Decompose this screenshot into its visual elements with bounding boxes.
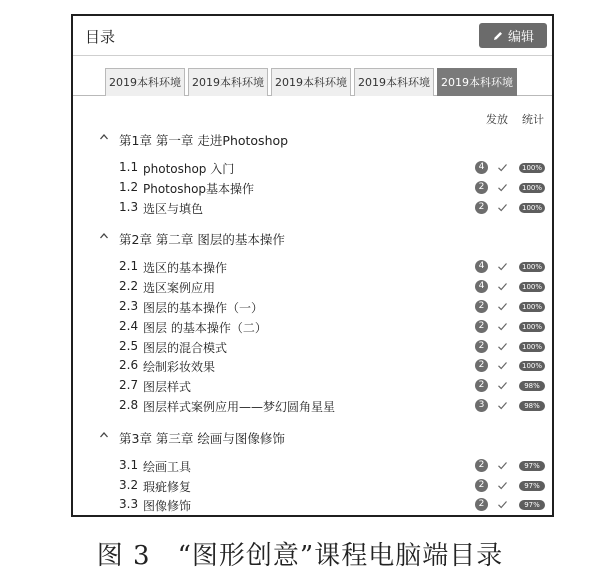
lesson-title[interactable]: 图层样式 [143,380,192,395]
lesson-number: 2.7 [119,378,139,393]
lesson-number: 3.2 [119,477,139,492]
column-publish: 发放 [486,113,508,126]
lesson-title[interactable]: 图层样式案例应用——梦幻圆角星星 [143,399,336,414]
lesson-number: 1.3 [119,199,139,214]
lesson-title[interactable]: 图像修饰 [143,499,192,514]
resource-count-badge: 2 [475,340,488,353]
lesson-title[interactable]: 绘画工具 [143,459,192,474]
lesson-title[interactable]: 图层 的基本操作（二） [143,320,267,335]
resource-count-badge: 2 [475,181,488,194]
completion-badge: 98% [519,401,545,411]
lesson-number: 1.2 [119,179,139,194]
completion-badge: 97% [519,461,545,471]
edit-button[interactable] [479,23,547,48]
tab-3[interactable]: 2019本科环境 [271,68,351,96]
lesson-number: 2.2 [119,279,139,294]
edit-button-label: 编辑 [507,30,534,45]
check-icon[interactable] [497,261,508,272]
resource-count-badge: 2 [475,201,488,214]
resource-count-badge: 4 [475,280,488,293]
lesson-row[interactable] [73,258,552,278]
resource-count-badge: 3 [475,399,488,412]
completion-badge: 100% [519,183,545,193]
catalog-panel [71,14,554,517]
lesson-number: 2.1 [119,259,139,274]
lesson-number: 2.5 [119,338,139,353]
chapter-list [73,127,552,517]
chapter-header[interactable] [73,129,552,151]
chapter-title: 第1章 第一章 走进Photoshop [119,133,289,148]
lesson-title[interactable]: 选区与填色 [143,201,204,216]
completion-badge: 100% [519,203,545,213]
check-icon[interactable] [497,400,508,411]
resource-count-badge: 2 [475,300,488,313]
lesson-row[interactable] [73,397,552,417]
chapter-title: 第2章 第二章 图层的基本操作 [119,232,285,248]
completion-badge: 100% [519,163,545,173]
chapter-title: 第3章 第三章 绘画与图像修饰 [119,430,285,446]
tab-bar [73,56,552,96]
completion-badge: 100% [519,361,545,371]
lesson-number: 2.6 [119,358,139,373]
lesson-row[interactable] [73,179,552,199]
check-icon[interactable] [497,460,508,471]
resource-count-badge: 2 [475,320,488,333]
lesson-list [73,159,552,218]
check-icon[interactable] [497,162,508,173]
chapter-header[interactable] [73,427,552,449]
lesson-row[interactable] [73,298,552,318]
resource-count-badge: 2 [475,379,488,392]
chevron-up-icon[interactable] [99,132,109,142]
resource-count-badge: 4 [475,260,488,273]
lesson-number: 1.1 [119,160,139,174]
completion-badge: 100% [519,262,545,272]
lesson-row[interactable] [73,199,552,219]
check-icon[interactable] [497,360,508,371]
check-icon[interactable] [497,281,508,292]
resource-count-badge: 2 [475,498,488,511]
lesson-row[interactable] [73,159,552,179]
completion-badge: 97% [519,500,545,510]
check-icon[interactable] [497,321,508,332]
resource-count-badge: 2 [475,479,488,492]
completion-badge: 100% [519,282,545,292]
chevron-up-icon[interactable] [99,430,109,440]
lesson-number: 3.3 [119,497,139,512]
lesson-row[interactable] [73,457,552,477]
resource-count-badge: 2 [475,459,488,472]
completion-badge: 100% [519,342,545,352]
lesson-row[interactable] [73,278,552,298]
tab-4[interactable]: 2019本科环境 [354,68,434,96]
panel-header [73,16,552,56]
lesson-title[interactable]: 瑕疵修复 [143,479,192,494]
completion-badge: 98% [519,381,545,391]
lesson-title[interactable]: 图层的混合模式 [143,340,228,355]
lesson-title[interactable]: 图层的基本操作（一） [143,300,264,315]
chevron-up-icon[interactable] [99,231,109,241]
lesson-row[interactable] [73,318,552,338]
check-icon[interactable] [497,301,508,312]
lesson-list [73,457,552,516]
lesson-row[interactable] [73,377,552,397]
resource-count-badge: 2 [475,359,488,372]
check-icon[interactable] [497,380,508,391]
check-icon[interactable] [497,182,508,193]
lesson-title[interactable]: Photoshop基本操作 [143,181,255,196]
lesson-row[interactable] [73,357,552,377]
lesson-number: 2.4 [119,318,139,333]
chapter-header[interactable] [73,228,552,250]
check-icon[interactable] [497,202,508,213]
lesson-title[interactable]: 选区案例应用 [143,281,216,296]
lesson-number: 2.3 [119,298,139,313]
lesson-title[interactable]: 选区的基本操作 [143,261,228,276]
column-stats: 统计 [522,113,544,126]
check-icon[interactable] [497,341,508,352]
tab-5[interactable]: 2019本科环境 [437,68,517,96]
lesson-list [73,258,552,416]
completion-badge: 100% [519,322,545,332]
lesson-title[interactable]: 绘制彩妆效果 [143,360,216,375]
tabs [105,68,520,96]
pencil-icon [492,30,504,42]
tab-1[interactable]: 2019本科环境 [105,68,185,96]
lesson-number: 2.8 [119,397,139,412]
figure-caption: 图 3 “图形创意”课程电脑端目录 [96,541,504,571]
check-icon[interactable] [497,499,508,510]
completion-badge: 97% [519,481,545,491]
lesson-title[interactable]: photoshop 入门 [143,162,235,176]
resource-count-badge: 4 [475,161,488,174]
lesson-row[interactable] [73,496,552,516]
lesson-row[interactable] [73,338,552,358]
lesson-row[interactable] [73,477,552,497]
panel-title: 目录 [85,28,116,46]
tab-2[interactable]: 2019本科环境 [188,68,268,96]
completion-badge: 100% [519,302,545,312]
check-icon[interactable] [497,480,508,491]
lesson-number: 3.1 [119,457,139,472]
